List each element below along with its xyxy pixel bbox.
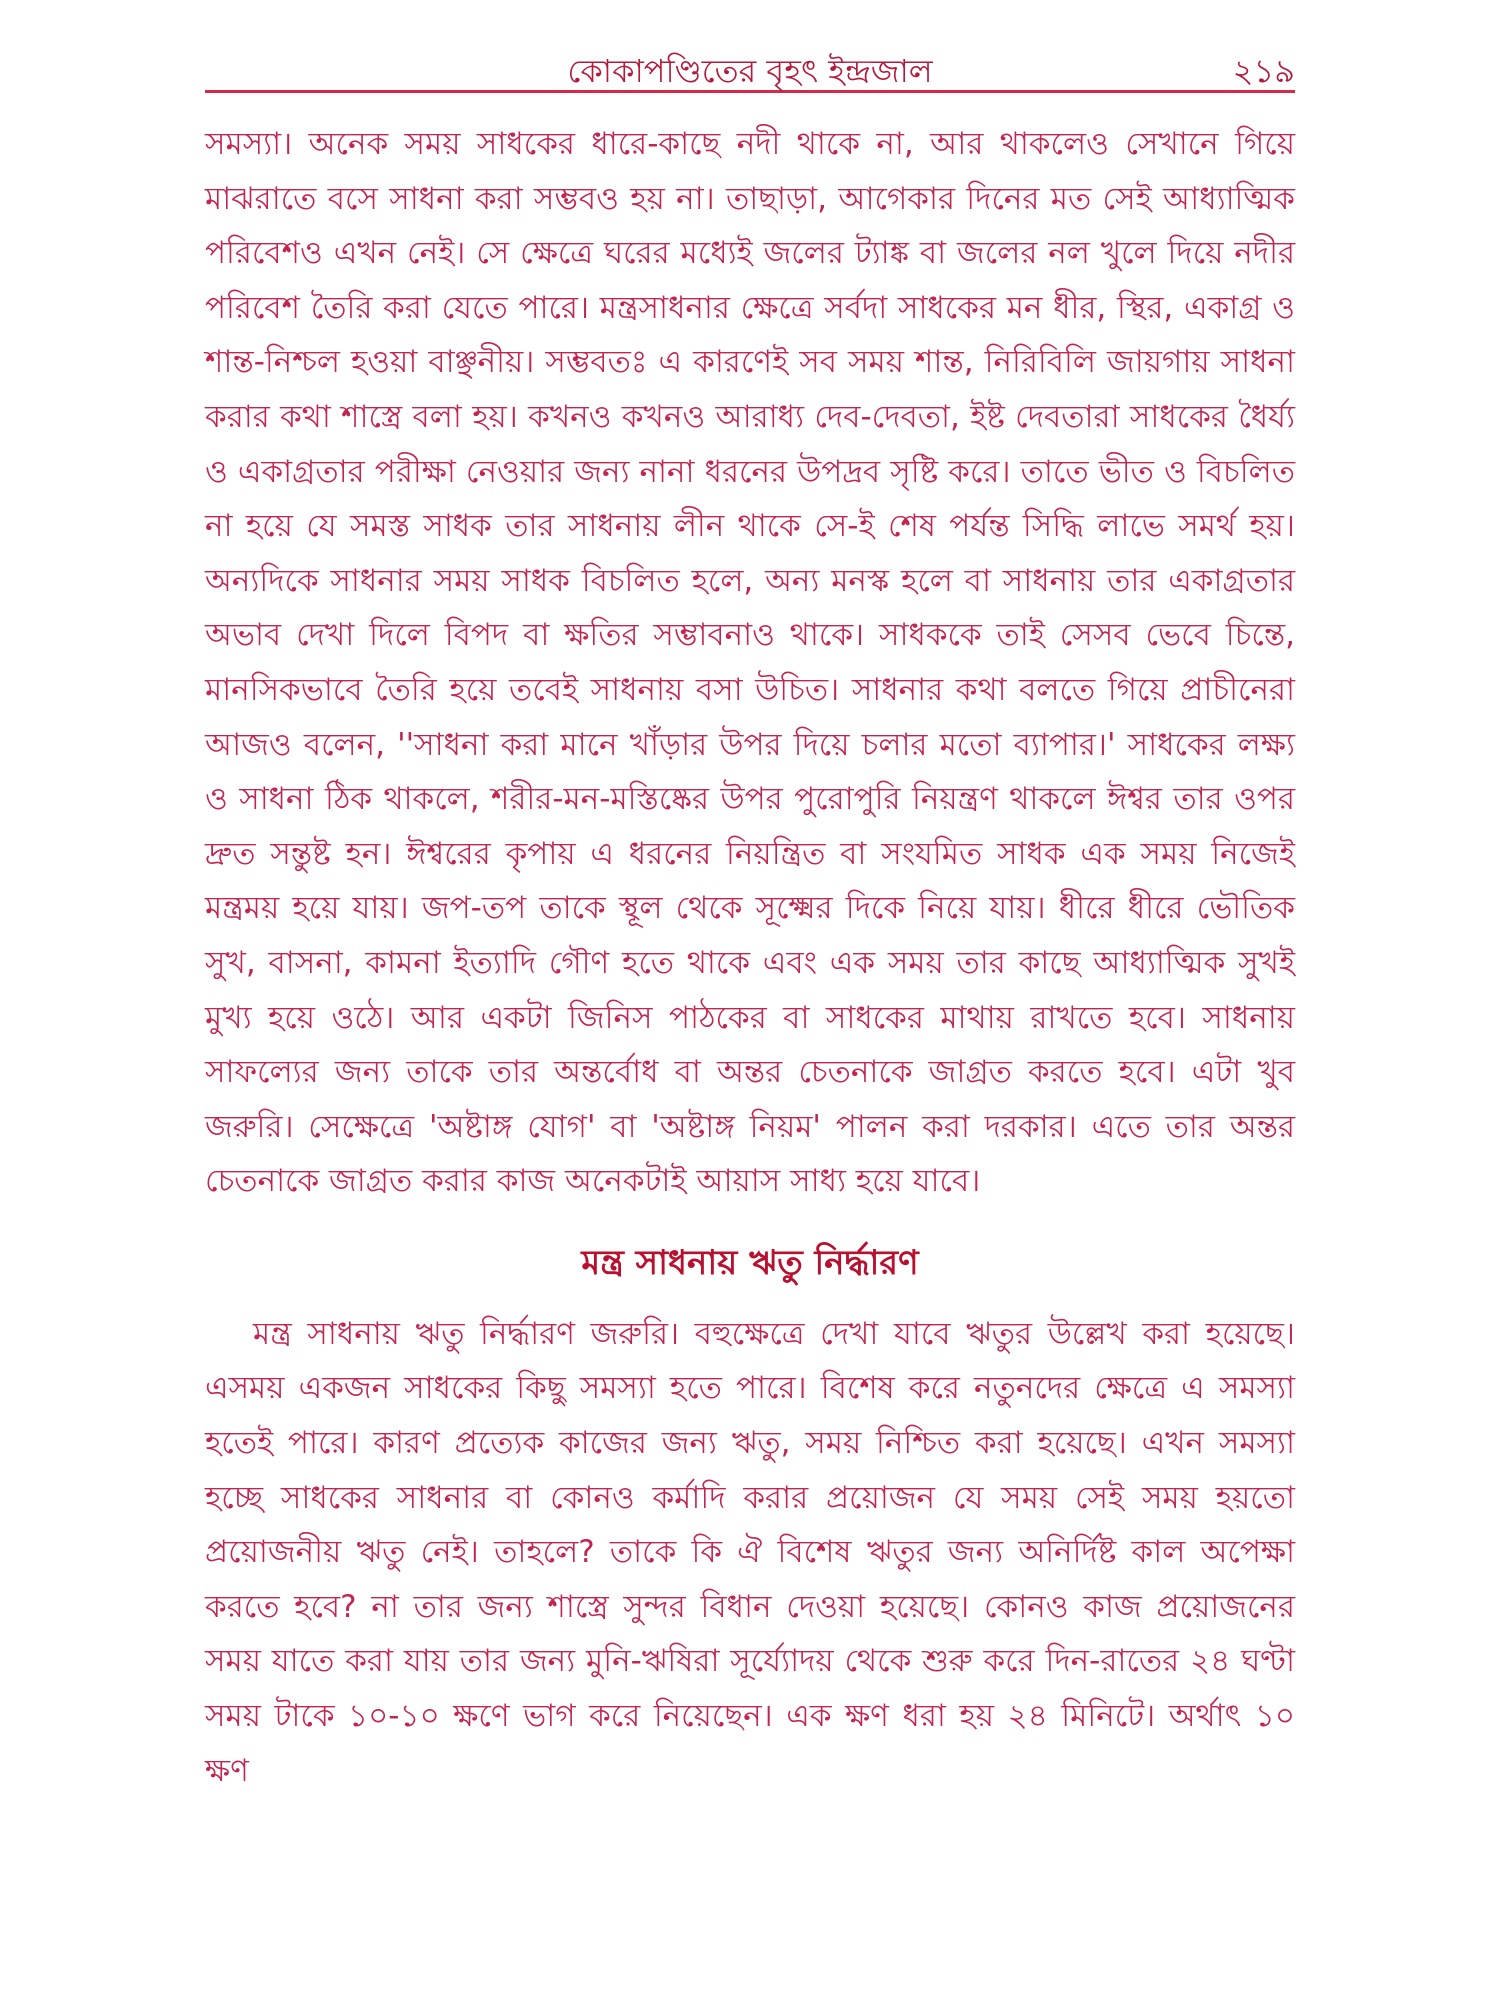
body-paragraph: সমস্যা। অনেক সময় সাধকের ধারে-কাছে নদী থাকে না, আর থাকলেও সেখানে গিয়ে মাঝরাতে বসে সাধনা করা সম্ভবও হয় না। তাছাড়া, আগেকার দিনের মত সেই আধ্যাত্মিক পরিবেশও এখন নেই। সে ক্ষেত্রে ঘরের মধ্যেই জলের ট্যাঙ্ক বা জলের নল খুলে দিয়ে নদীর পরিবেশ তৈরি করা যেতে পারে। মন্ত্রসাধনার ক্ষেত্রে সর্বদা সাধকের মন ধীর, স্থির, একাগ্র ও শান্ত-নিশ্চল হওয়া বাঞ্ছনীয়। সম্ভবতঃ এ কারণেই সব সময় শান্ত, নিরিবিলি জায়গায় সাধনা করার কথা শাস্ত্রে বলা হয়। কখনও কখনও আরাধ্য দেব-দেবতা, ইষ্ট দেবতারা সাধকের ধৈর্য্য ও একাগ্রতার পরীক্ষা নেওয়ার জন্য নানা ধরনের উপদ্রব সৃষ্টি করে। তাতে ভীত ও বিচলিত না হয়ে যে সমস্ত সাধক তার সাধনায় লীন থাকে সে-ই শেষ পর্যন্ত সিদ্ধি লাভে সমর্থ হয়। অন্যদিকে সাধনার সময় সাধক বিচলিত হলে, অন্য মনস্ক হলে বা সাধনায় তার একাগ্রতার অভাব দেখা দিলে বিপদ বা ক্ষতির সম্ভাবনাও থাকে। সাধককে তাই সেসব ভেবে চিন্তে, মানসিকভাবে তৈরি হয়ে তবেই সাধনায় বসা উচিত। সাধনার কথা বলতে গিয়ে প্রাচীনেরা আজও বলেন, ''সাধনা করা মানে খাঁড়ার উপর দিয়ে চলার মতো ব্যাপার।' সাধকের লক্ষ্য ও সাধনা ঠিক থাকলে, শরীর-মন-মস্তিষ্কের উপর পুরোপুরি নিয়ন্ত্রণ থাকলে ঈশ্বর তার ওপর দ্রুত সন্তুষ্ট হন। ঈশ্বরের কৃপায় এ ধরনের নিয়ন্ত্রিত বা সংযমিত সাধক এক সময় নিজেই মন্ত্রময় হয়ে যায়। জপ-তপ তাকে স্থূল থেকে সূক্ষ্মের দিকে নিয়ে যায়। ধীরে ধীরে ভৌতিক সুখ, বাসনা, কামনা ইত্যাদি গৌণ হতে থাকে এবং এক সময় তার কাছে আধ্যাত্মিক সুখই মুখ্য হয়ে ওঠে। আর একটা জিনিস পাঠকের বা সাধকের মাথায় রাখতে হবে। সাধনায় সাফল্যের জন্য তাকে তার অন্তর্বোধ বা অন্তর চেতনাকে জাগ্রত করতে হবে। এটা খুব জরুরি। সেক্ষেত্রে 'অষ্টাঙ্গ যোগ' বা 'অষ্টাঙ্গ নিয়ম' পালন করা দরকার। এতে তার অন্তর চেতনাকে জাগ্রত করার কাজ অনেকটাই আয়াস সাধ্য হয়ে যাবে।	[205, 126, 1295, 1200]
book-page	[205, 40, 1295, 1970]
page-number: ২১৯	[1232, 52, 1295, 90]
running-title: কোকাপণ্ডিতের বৃহৎ ইন্দ্রজাল	[567, 52, 933, 90]
section-paragraph: মন্ত্র সাধনায় ঋতু নির্দ্ধারণ জরুরি। বহুক্ষেত্রে দেখা যাবে ঋতুর উল্লেখ করা হয়েছে। এসময় একজন সাধকের কিছু সমস্যা হতে পারে। বিশেষ করে নতুনদের ক্ষেত্রে এ সমস্যা হতেই পারে। কারণ প্রত্যেক কাজের জন্য ঋতু, সময় নিশ্চিত করা হয়েছে। এখন সমস্যা হচ্ছে সাধকের সাধনার বা কোনও কর্মাদি করার প্রয়োজন যে সময় সেই সময় হয়তো প্রয়োজনীয় ঋতু নেই। তাহলে? তাকে কি ঐ বিশেষ ঋতুর জন্য অনির্দিষ্ট কাল অপেক্ষা করতে হবে? না তার জন্য শাস্ত্রে সুন্দর বিধান দেওয়া হয়েছে। কোনও কাজ প্রয়োজনের সময় যাতে করা যায় তার জন্য মুনি-ঋষিরা সূর্য্যোদয় থেকে শুরু করে দিন-রাতের ২৪ ঘণ্টা সময় টাকে ১০-১০ ক্ষণে ভাগ করে নিয়েছেন। এক ক্ষণ ধরা হয় ২৪ মিনিটে। অর্থাৎ ১০ ক্ষণ	[205, 1315, 1295, 1789]
page-header	[205, 40, 1295, 93]
section-heading: মন্ত্র সাধনায় ঋতু নির্দ্ধারণ	[581, 1242, 919, 1283]
page-body	[205, 117, 1295, 1798]
